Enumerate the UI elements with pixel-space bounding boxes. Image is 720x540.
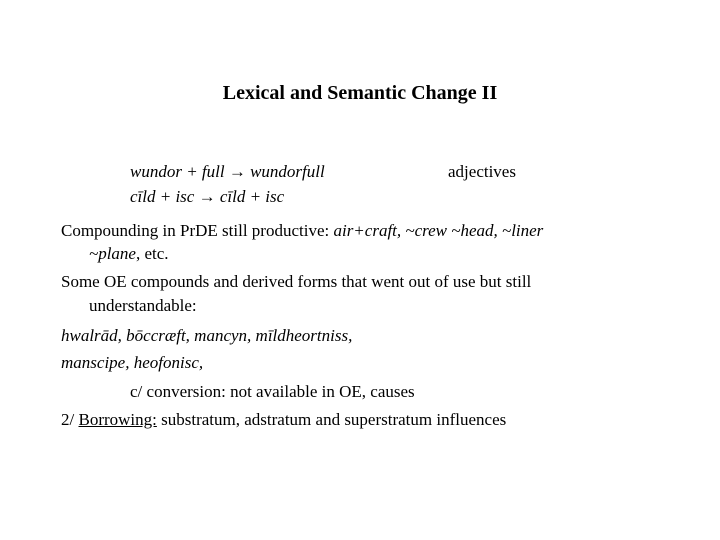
oe-examples-line1: hwalrād, bōccræft, mancyn, mīldheortniss, xyxy=(61,326,353,345)
borrowing-text: substratum, adstratum and superstratum influences xyxy=(156,410,507,429)
oe-compounds-text-continued: understandable: xyxy=(89,296,197,315)
conversion-text: c/ conversion: not available in OE, causes xyxy=(130,382,415,401)
slide-title: Lexical and Semantic Change II xyxy=(222,82,498,104)
example-wundorfull: wundor + full → wundorfull xyxy=(130,162,325,181)
etc-text: , etc. xyxy=(135,244,169,263)
compounding-line-continued xyxy=(89,244,169,264)
borrowing-heading: Borrowing: xyxy=(78,410,157,429)
adjectives-label: adjectives xyxy=(448,162,516,181)
oe-examples-line2: manscipe, heofonisc, xyxy=(61,353,204,372)
compounding-examples: air+craft, ~crew ~head, ~liner xyxy=(333,221,544,240)
compounding-text: Compounding in PrDE still productive: xyxy=(61,221,334,240)
oe-compounds-text: Some OE compounds and derived forms that went out of use but still xyxy=(61,272,532,291)
compounding-line xyxy=(61,221,543,241)
borrowing-prefix: 2/ xyxy=(61,410,79,429)
plane-example: ~plane xyxy=(89,244,136,263)
example-cild-isc: cīld + isc → cīld + isc xyxy=(130,187,285,206)
borrowing-line xyxy=(61,410,506,430)
